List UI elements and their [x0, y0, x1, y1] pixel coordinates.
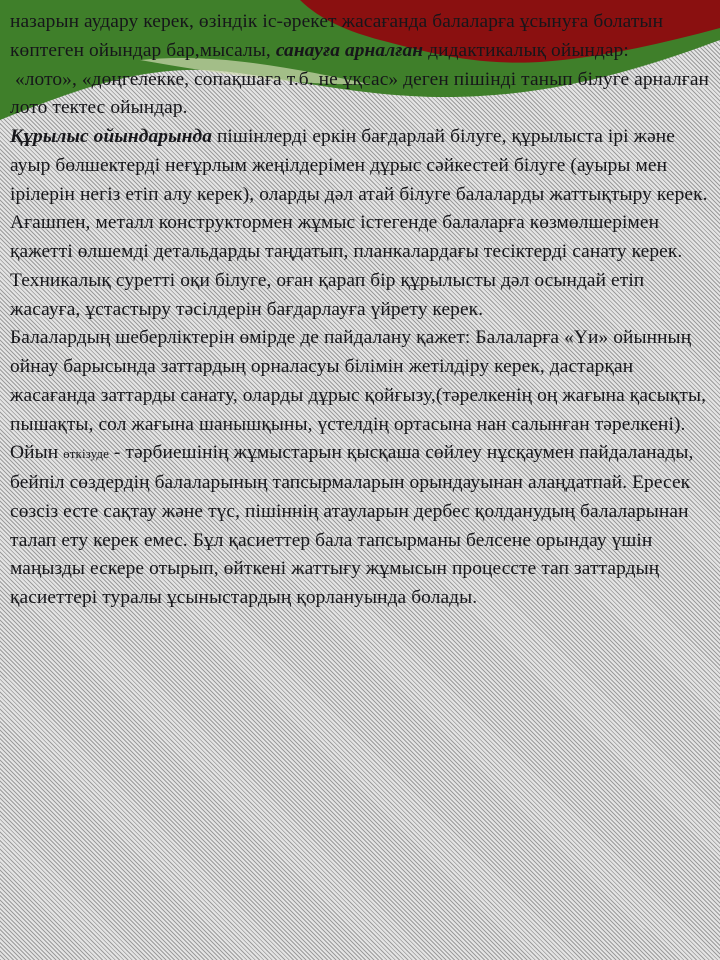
paragraph-3: Құрылыс ойындарында пішінлерді еркін бағдарлай білуге, құрылыста ірі және ауыр бөлшектерді неғұрлым жеңілдерімен дұрыс сәйкестей білуге (ауыры мен ірілерін негіз етіп алу керек), оларды дәл атай білуге балаларды жаттықтыру керек.	[10, 126, 708, 205]
paragraph-1: назарын аудару керек, өзіндік іс-әрекет жасағанда балаларға ұсынуға болатын көптеген ойындар бар,мысалы, санауға арналған дидактикалық ойындар:	[10, 11, 664, 61]
small-word: өткізуде	[63, 446, 109, 462]
paragraph-6: Ойын өткізуде - тәрбиешінің жұмыстарын қысқаша сөйлеу нұсқаумен пайдаланады, бейпіл сөздердің балаларының тапсырмаларын орындауынан алаңдатпай. Ересек сөзсіз есте сақтау және түс, пішіннің атауларын дербес қолданудың балаларынан талап ету керек емес. Бұл қасиеттер бала тапсырманы белсене орындау үшін маңызды ескере отырып, өйткені жаттығу жұмысын процессте тап заттардың қасиеттері туралы ұсыныстардың қорлануында болады.	[10, 442, 694, 608]
highlight-construction-games: Құрылыс ойындарында	[10, 126, 212, 147]
paragraph-5: Балалардың шеберліктерін өмірде де пайдалану қажет: Балаларға «Үи» ойынның ойнау барысында заттардың орналасуы білімін жетілдіру керек, дастарқан жасағанда заттарды санату, оларды дұрыс қойғызу,(тәрелкенің оң жағына қасықты, пышақты, сол жағына шанышқыны, үстелдің ортасына нан салынған тәрелкені).	[10, 327, 707, 435]
highlight-counting-games: санауға арналған	[275, 39, 424, 61]
slide-text-body	[10, 8, 714, 613]
paragraph-2: «лото», «дөңгелекке, сопақшаға т.б. не ұқсас» деген пішінді танып білуге арналған лото тектес ойындар.	[10, 68, 710, 119]
paragraph-4: Ағашпен, металл конструктормен жұмыс істегенде балаларға көзмөлшерімен қажетті өлшемді детальдарды таңдатып, планкалардағы тесіктерді санату керек. Техникалық суретті оқи білуге, оған қарап бір құрылысты дәл осындай етіп жасауға, ұстастыру тәсілдерін бағдарлауға үйрету керек.	[10, 212, 683, 320]
